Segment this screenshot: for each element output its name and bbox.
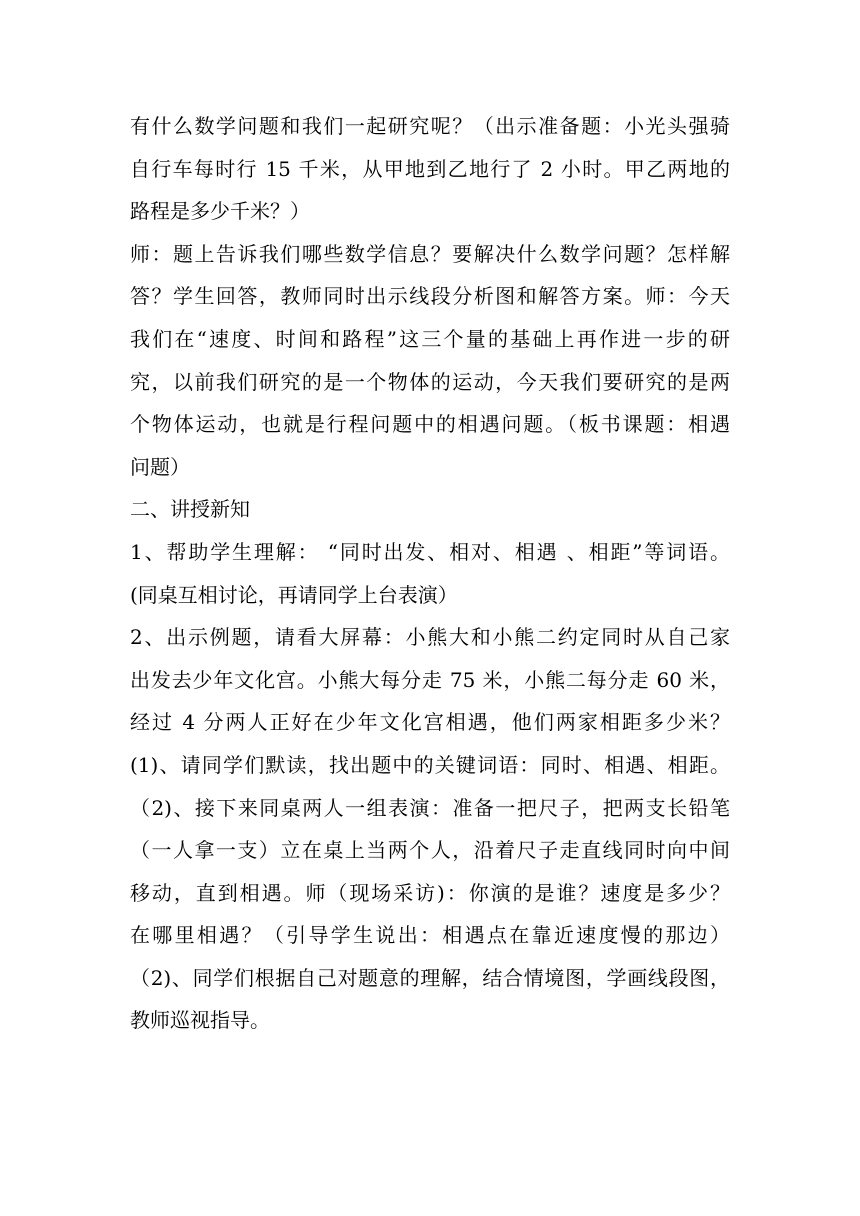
text-line: （2)、接下来同桌两人一组表演：准备一把尺子，把两支长铅笔 [130, 795, 730, 820]
text-line: 自行车每时行 15 千米，从甲地到乙地行了 2 小时。甲乙两地的 [130, 156, 730, 181]
text-line: 究，以前我们研究的是一个物体的运动，今天我们要研究的是两 [130, 369, 730, 394]
text-line: 出发去少年文化宫。小熊大每分走 75 米，小熊二每分走 60 米， [130, 667, 730, 692]
text-line: （2)、同学们根据自己对题意的理解，结合情境图，学画线段图， [130, 965, 730, 990]
section-heading: 二、讲授新知 [130, 497, 250, 522]
text-line: 1、帮助学生理解： “同时出发、相对、相遇 、相距”等词语。 [130, 539, 730, 564]
text-line: （一人拿一支）立在桌上当两个人，沿着尺子走直线同时向中间 [130, 838, 730, 863]
text-line: (1)、请同学们默读，找出题中的关键词语：同时、相遇、相距。 [130, 752, 730, 777]
text-line: 个物体运动，也就是行程问题中的相遇问题。（板书课题：相遇 [130, 412, 730, 437]
text-line: 问题） [130, 454, 190, 479]
text-line: 路程是多少千米？） [130, 199, 310, 224]
text-line: 教师巡视指导。 [130, 1008, 270, 1033]
text-line: 有什么数学问题和我们一起研究呢？（出示准备题：小光头强骑 [130, 114, 730, 138]
document-body [130, 105, 730, 1042]
text-line: 经过 4 分两人正好在少年文化宫相遇，他们两家相距多少米？ [130, 710, 730, 735]
text-line: 师：题上告诉我们哪些数学信息？要解决什么数学问题？怎样解 [130, 241, 730, 266]
text-line: 答？学生回答，教师同时出示线段分析图和解答方案。师：今天 [130, 284, 730, 309]
text-line: 在哪里相遇？（引导学生说出：相遇点在靠近速度慢的那边） [130, 923, 730, 948]
text-line: 2、出示例题，请看大屏幕：小熊大和小熊二约定同时从自己家 [130, 625, 730, 650]
text-line: (同桌互相讨论，再请同学上台表演） [130, 582, 458, 607]
text-line: 移动，直到相遇。师（现场采访)：你演的是谁？速度是多少？ [130, 880, 730, 905]
text-line: 我们在“速度、时间和路程”这三个量的基础上再作进一步的研 [130, 326, 730, 351]
